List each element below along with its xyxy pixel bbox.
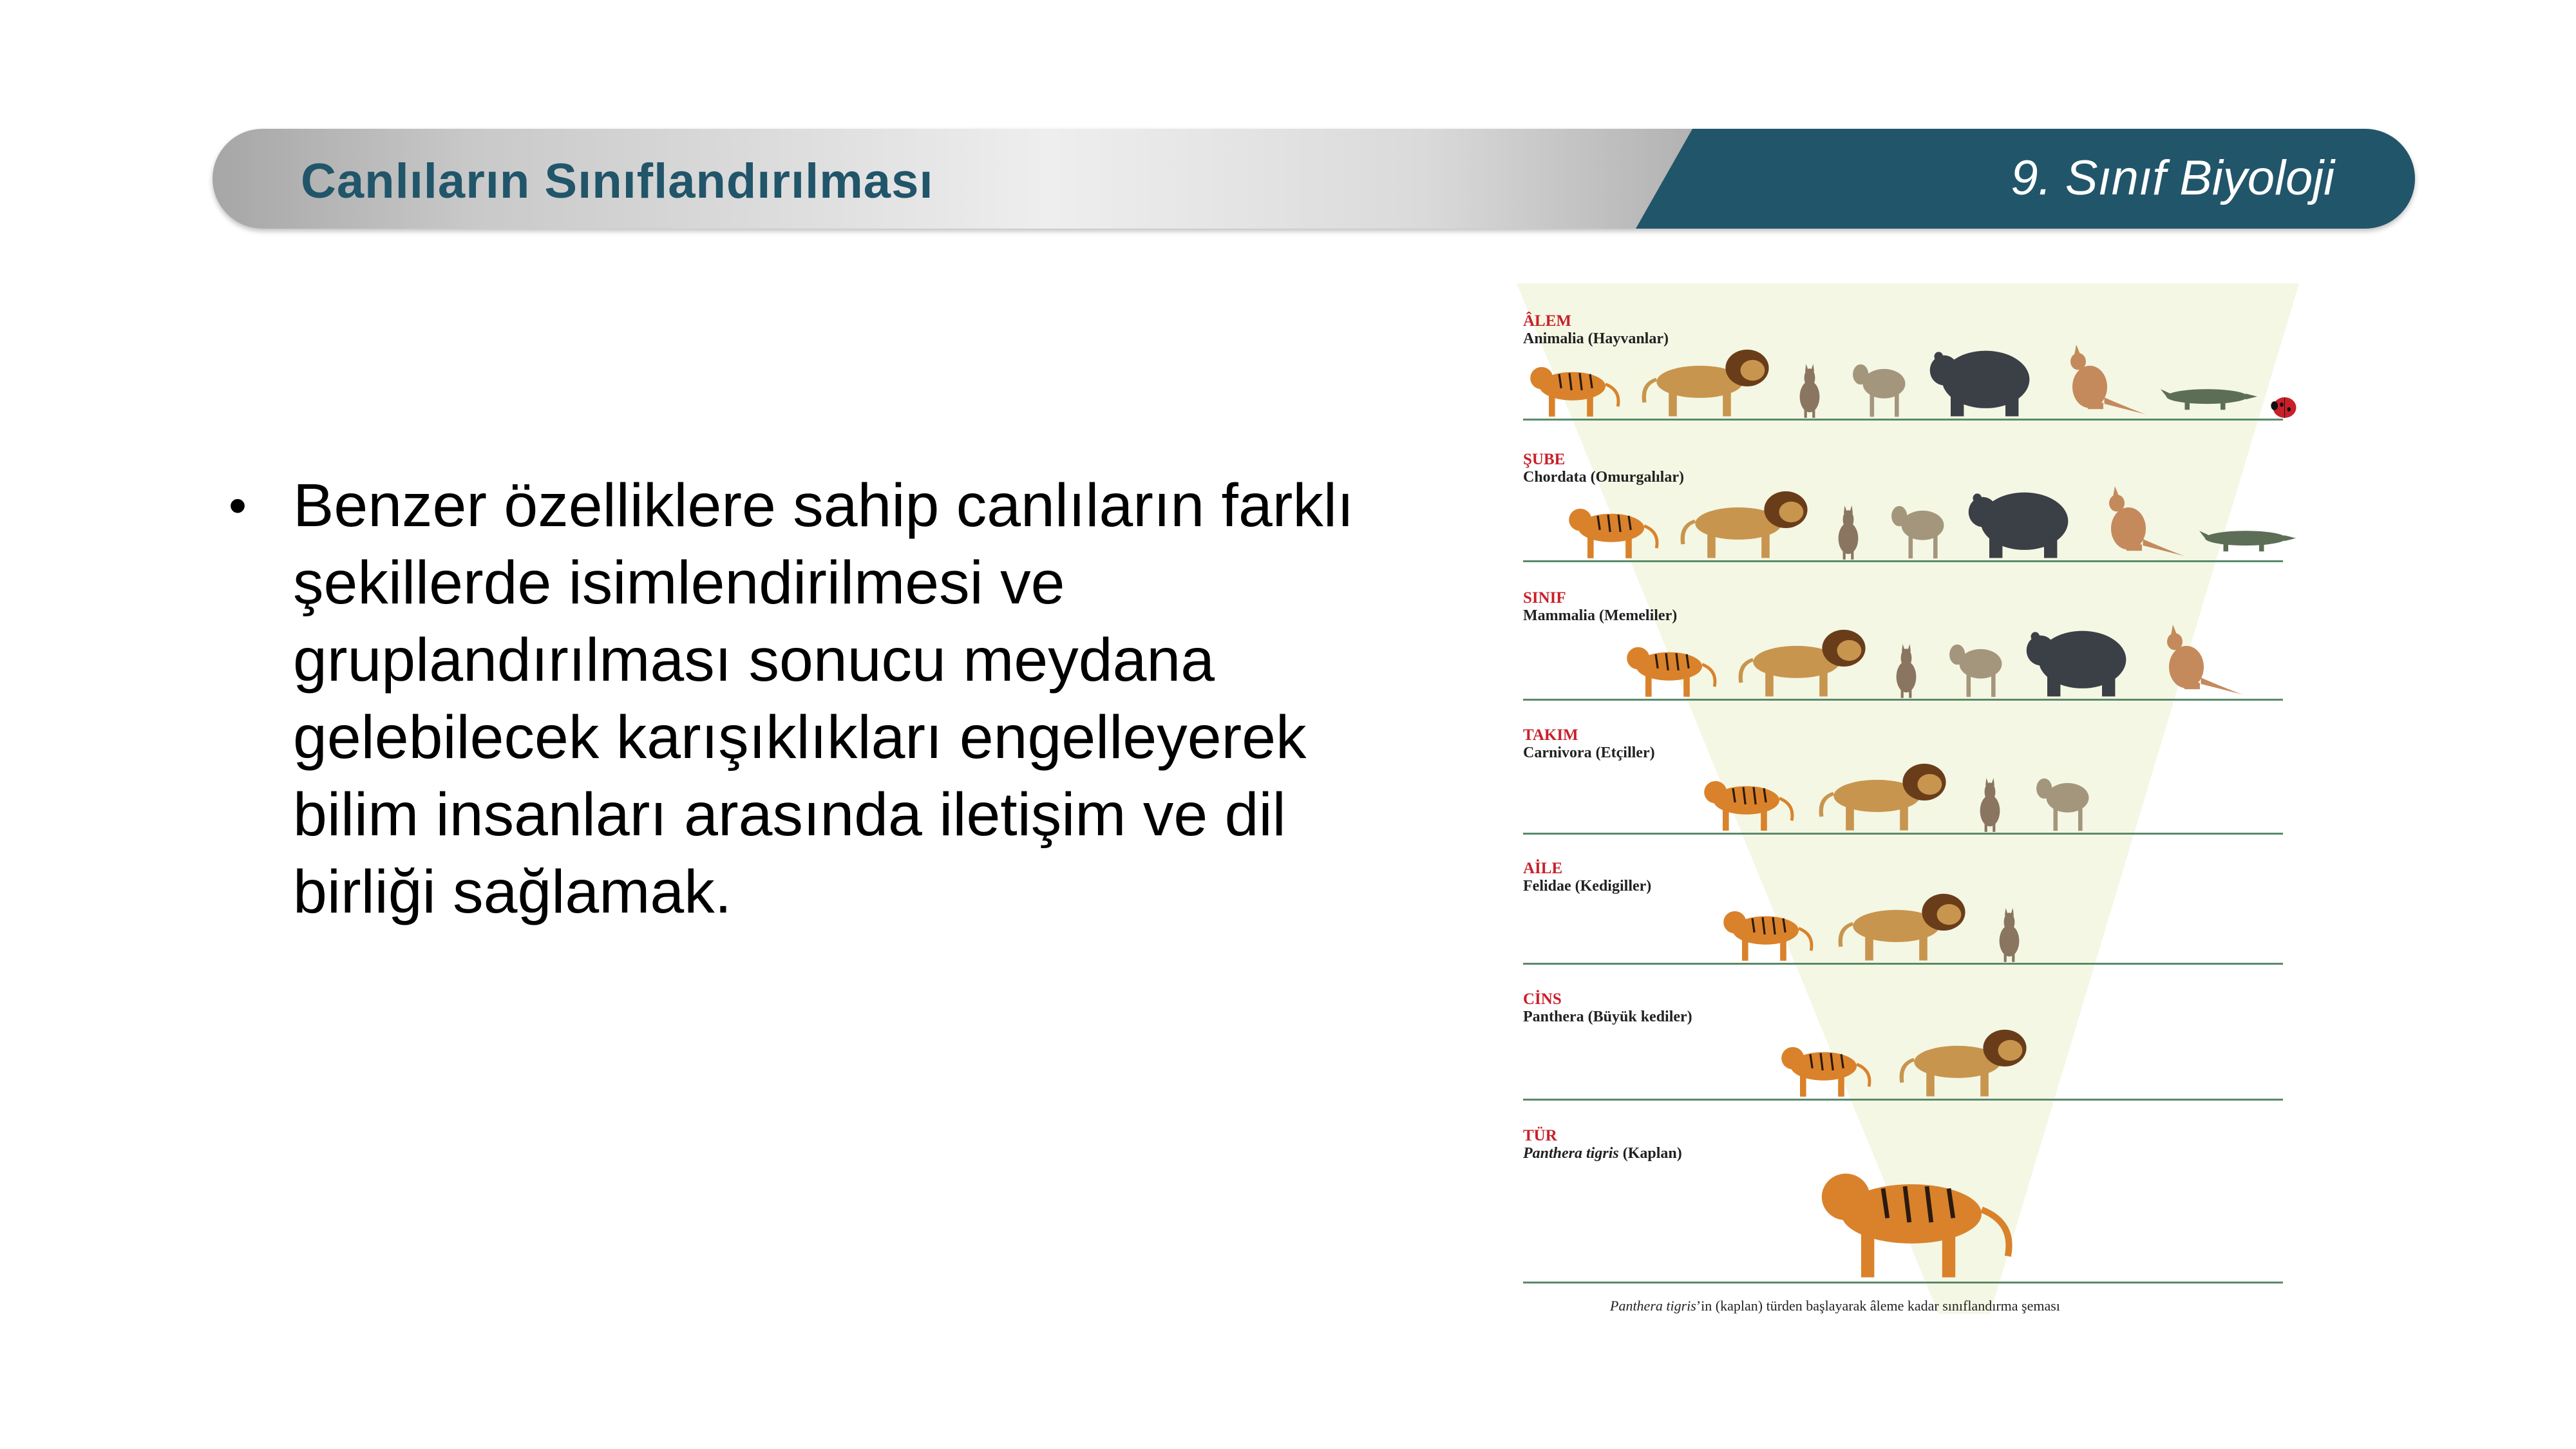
level-divider (1523, 1099, 2283, 1101)
rank-label: ŞUBE (1523, 451, 1566, 468)
taxonomy-level (1523, 312, 2296, 422)
figure-caption (1610, 1298, 2060, 1314)
level-divider (1523, 419, 2283, 421)
tiger-image (1806, 1133, 2025, 1285)
crocodile-image (2161, 367, 2257, 422)
cat-image (1884, 644, 1929, 702)
course-label: 9. Sınıf Biyoloji (2011, 151, 2334, 205)
header-bar (213, 129, 2415, 229)
taxon-name: Mammalia (Memeliler) (1523, 607, 1678, 624)
tiger-image (1562, 489, 1665, 564)
lion-image (1639, 338, 1774, 422)
lion-image (1678, 480, 1813, 564)
lion-image (1897, 1018, 2032, 1102)
tiger-image (1523, 348, 1626, 422)
level-divider (1523, 1282, 2283, 1283)
taxonomy-level (1523, 726, 2296, 836)
lion-image (1816, 752, 1951, 836)
bear-image (1929, 338, 2038, 422)
hyena-image (1942, 634, 2012, 702)
kangaroo-image (2090, 486, 2186, 564)
taxonomy-level (1523, 990, 2296, 1102)
rank-label: ÂLEM (1523, 312, 1571, 330)
bullet-text: Benzer özelliklere sahip canlıların farklı şekillerde isimlendirilmesi ve gruplandırılması sonucu meydana gelebilecek karışıklıkları engelleyerek bilim insanları arasında iletişim ve dil birliği sağlamak. (293, 471, 1354, 926)
crocodile-image (2199, 509, 2296, 564)
bullet-marker: • (229, 477, 247, 534)
cat-image (1967, 778, 2012, 836)
ladybug-image (2270, 393, 2299, 422)
taxon-name: Carnivora (Etçiller) (1523, 744, 1655, 761)
level-divider (1523, 699, 2283, 701)
lion-image (1736, 618, 1871, 702)
slide-title: Canlıların Sınıflandırılması (301, 154, 934, 209)
tiger-image (1697, 762, 1800, 836)
taxonomy-level (1523, 451, 2296, 564)
cat-image (1787, 364, 1832, 422)
taxon-name (1523, 1145, 1682, 1162)
taxonomy-level (1523, 589, 2296, 702)
lion-image (1835, 882, 1971, 966)
taxon-name: Felidae (Kedigiller) (1523, 878, 1652, 895)
caption-italic: Panthera tigris (1610, 1298, 1696, 1314)
kangaroo-image (2148, 625, 2244, 702)
hyena-image (1845, 354, 1916, 422)
taxon-name: Animalia (Hayvanlar) (1523, 330, 1669, 347)
taxon-name: Chordata (Omurgalılar) (1523, 469, 1684, 486)
taxon-name: Panthera (Büyük kediler) (1523, 1009, 1692, 1025)
taxon-common-name: (Kaplan) (1618, 1145, 1682, 1162)
hyena-image (1884, 496, 1955, 564)
kangaroo-image (2051, 345, 2148, 422)
hyena-image (2029, 768, 2099, 836)
bear-image (2025, 618, 2135, 702)
level-divider (1523, 560, 2283, 562)
tiger-image (1620, 628, 1723, 702)
rank-label: TAKIM (1523, 726, 1578, 744)
rank-label: SINIF (1523, 589, 1566, 607)
taxonomy-level (1523, 1127, 2296, 1285)
bear-image (1967, 480, 2077, 564)
taxonomy-level (1523, 860, 2296, 966)
tiger-image (1716, 892, 1819, 966)
rank-label: TÜR (1523, 1127, 1557, 1144)
caption-text: ’in (kaplan) türden başlayarak âleme kadar sınıflandırma şeması (1696, 1298, 2060, 1314)
taxon-name-italic: Panthera tigris (1523, 1145, 1619, 1162)
cat-image (1826, 506, 1871, 564)
rank-label: CİNS (1523, 990, 1562, 1008)
level-divider (1523, 833, 2283, 835)
rank-label: AİLE (1523, 860, 1563, 877)
cat-image (1987, 908, 2032, 966)
level-divider (1523, 963, 2283, 965)
classification-figure (1501, 283, 2306, 1327)
tiger-image (1774, 1028, 1877, 1102)
